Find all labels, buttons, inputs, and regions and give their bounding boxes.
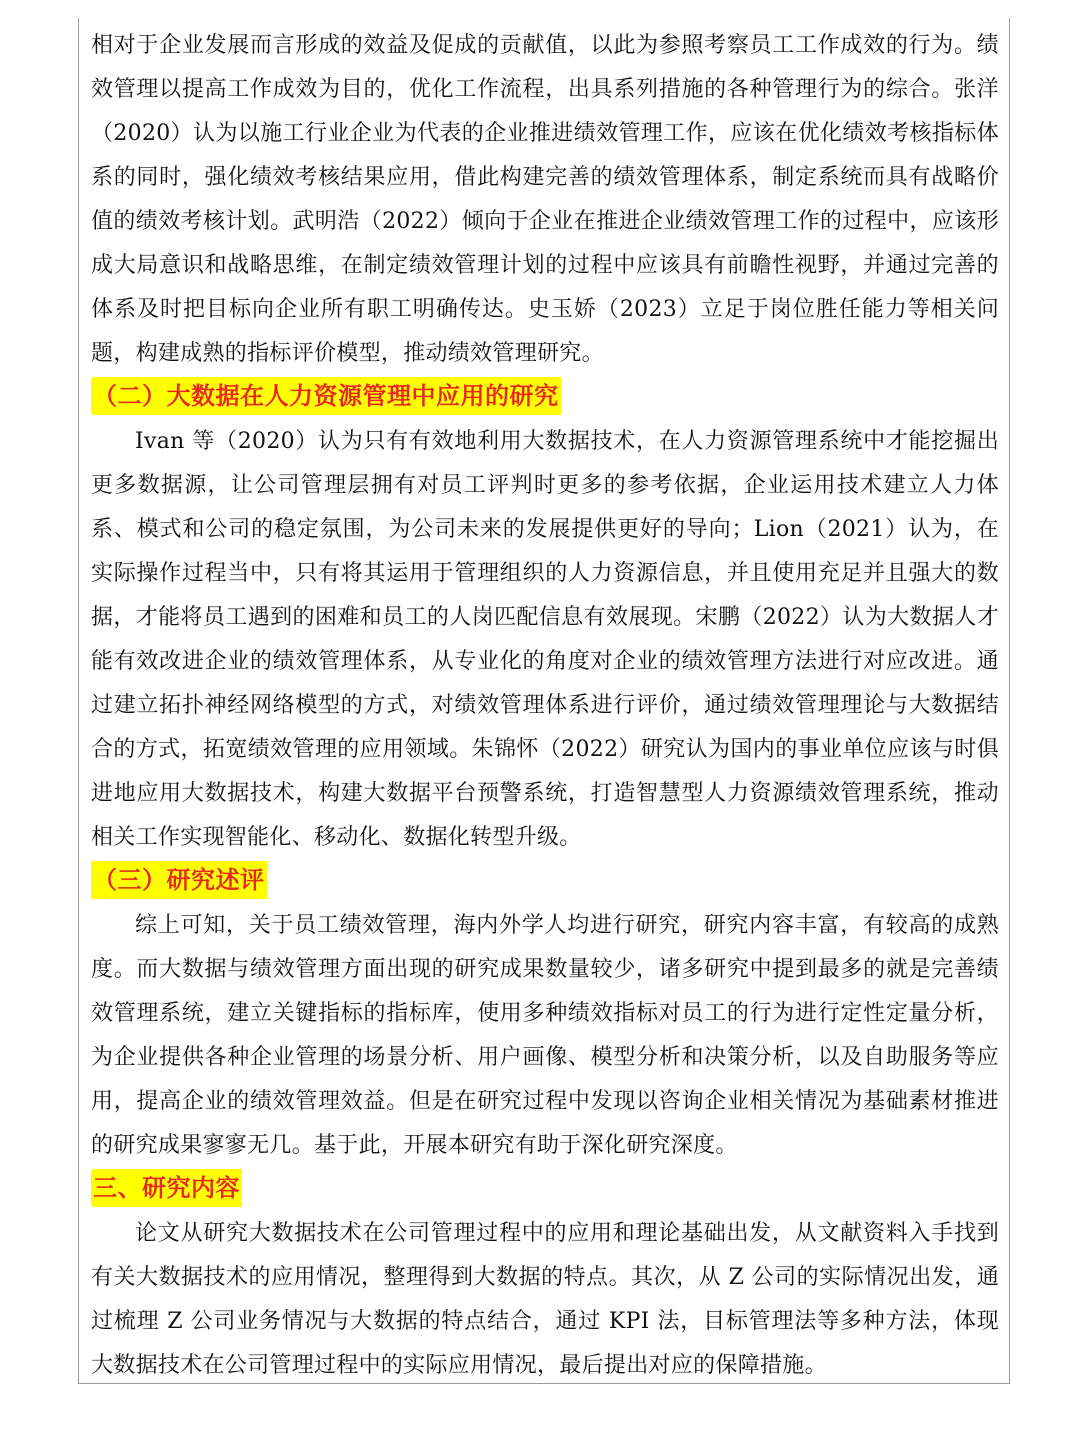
heading-highlight: （三）研究述评 xyxy=(91,861,267,899)
section-heading-research-content xyxy=(91,1168,999,1212)
paragraph-review: 综上可知，关于员工绩效管理，海内外学人均进行研究，研究内容丰富，有较高的成熟度。而大数据与绩效管理方面出现的研究成果数量较少，诸多研究中提到最多的就是完善绩效管理系统，建立关键指标的指标库，使用多种绩效指标对员工的行为进行定性定量分析，为企业提供各种企业管理的场景分析、用户画像、模型分析和决策分析，以及自助服务等应用，提高企业的绩效管理效益。但是在研究过程中发现以咨询企业相关情况为基础素材推进的研究成果寥寥无几。基于此，开展本研究有助于深化研究深度。 xyxy=(91,913,999,1158)
paragraph-research-content: 论文从研究大数据技术在公司管理过程中的应用和理论基础出发，从文献资料入手找到有关大数据技术的应用情况，整理得到大数据的特点。其次，从 Z 公司的实际情况出发，通过梳理 Z 公司业务情况与大数据的特点结合，通过 KPI 法，目标管理法等多种方法，体现大数据技术在公司管理过程中的实际应用情况，最后提出对应的保障措施。 xyxy=(91,1221,999,1378)
heading-highlight: 三、研究内容 xyxy=(91,1169,242,1207)
document-body xyxy=(91,24,999,1388)
section-heading-big-data-hr xyxy=(91,376,999,420)
paragraph-performance-management: 相对于企业发展而言形成的效益及促成的贡献值，以此为参照考察员工工作成效的行为。绩效管理以提高工作成效为目的，优化工作流程，出具系列措施的各种管理行为的综合。张洋（2020）认为以施工行业企业为代表的企业推进绩效管理工作，应该在优化绩效考核指标体系的同时，强化绩效考核结果应用，借此构建完善的绩效管理体系，制定系统而具有战略价值的绩效考核计划。武明浩（2022）倾向于企业在推进企业绩效管理工作的过程中，应该形成大局意识和战略思维，在制定绩效管理计划的过程中应该具有前瞻性视野，并通过完善的体系及时把目标向企业所有职工明确传达。史玉娇（2023）立足于岗位胜任能力等相关问题，构建成熟的指标评价模型，推动绩效管理研究。 xyxy=(91,33,999,366)
section-heading-review xyxy=(91,860,999,904)
paragraph-big-data-hr: Ivan 等（2020）认为只有有效地利用大数据技术，在人力资源管理系统中才能挖掘出更多数据源，让公司管理层拥有对员工评判时更多的参考依据，企业运用技术建立人力体系、模式和公司的稳定氛围，为公司未来的发展提供更好的导向；Lion（2021）认为，在实际操作过程当中，只有将其运用于管理组织的人力资源信息，并且使用充足并且强大的数据，才能将员工遇到的困难和员工的人岗匹配信息有效展现。宋鹏（2022）认为大数据人才能有效改进企业的绩效管理体系，从专业化的角度对企业的绩效管理方法进行对应改进。通过建立拓扑神经网络模型的方式，对绩效管理体系进行评价，通过绩效管理理论与大数据结合的方式，拓宽绩效管理的应用领域。朱锦怀（2022）研究认为国内的事业单位应该与时俱进地应用大数据技术，构建大数据平台预警系统，打造智慧型人力资源绩效管理系统，推动相关工作实现智能化、移动化、数据化转型升级。 xyxy=(91,429,999,850)
heading-highlight: （二）大数据在人力资源管理中应用的研究 xyxy=(91,377,561,415)
